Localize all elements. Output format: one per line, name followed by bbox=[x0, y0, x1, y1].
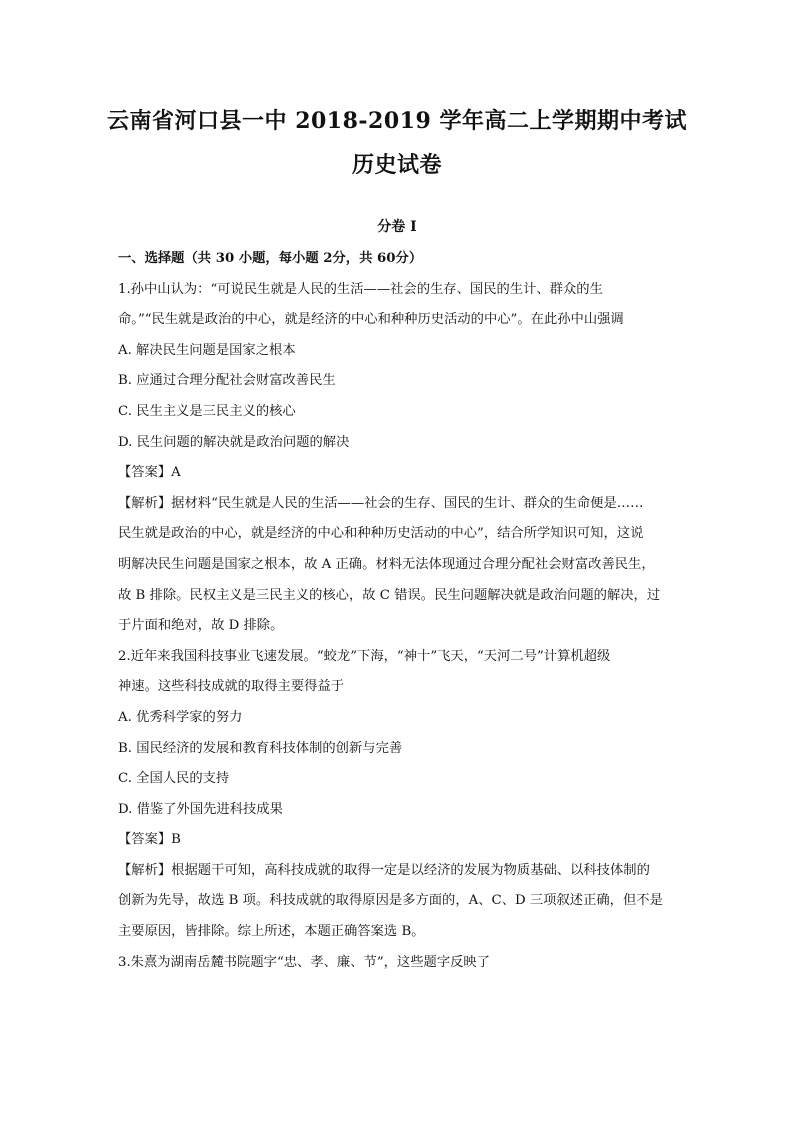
question-1-stem-line-1: 1.孙中山认为：“可说民生就是人民的生活——社会的生存、国民的生计、群众的生 bbox=[118, 281, 603, 297]
section-label: 分卷 I bbox=[377, 219, 417, 235]
question-2-option-a: A. 优秀科学家的努力 bbox=[118, 709, 243, 725]
part-heading: 一、选择题（共 30 小题，每小题 2分，共 60分） bbox=[118, 251, 423, 266]
question-1-analysis-line-2: 民生就是政治的中心，就是经济的中心和种种历史活动的中心”，结合所学知识可知，这说 bbox=[118, 526, 644, 542]
question-2-answer: 【答案】B bbox=[118, 832, 181, 848]
question-1-analysis-line-5: 于片面和绝对，故 D 排除。 bbox=[118, 618, 284, 634]
question-3-stem-line-1: 3.朱熹为湖南岳麓书院题字“忠、孝、廉、节”，这些题字反映了 bbox=[118, 954, 491, 970]
question-2-option-d: D. 借鉴了外国先进科技成果 bbox=[118, 801, 283, 817]
question-1-stem-line-2: 命。”“民生就是政治的中心，就是经济的中心和种种历史活动的中心”。在此孙中山强调 bbox=[118, 312, 624, 328]
question-1-analysis-line-4: 故 B 排除。民权主义是三民主义的核心，故 C 错误。民生问题解决就是政治问题的解决，过 bbox=[118, 587, 661, 603]
question-1-option-a: A. 解决民生问题是国家之根本 bbox=[118, 342, 296, 358]
question-1-analysis-line-1: 【解析】据材料“民生就是人民的生活——社会的生存、国民的生计、群众的生命便是…… bbox=[118, 495, 644, 511]
question-1-analysis-line-3: 明解决民生问题是国家之根本，故 A 正确。材料无法体现通过合理分配社会财富改善民生， bbox=[118, 556, 655, 572]
question-1-option-d: D. 民生问题的解决就是政治问题的解决 bbox=[118, 434, 350, 450]
question-2-option-c: C. 全国人民的支持 bbox=[118, 771, 230, 787]
question-2-analysis-line-2: 创新为先导，故选 B 项。科技成就的取得原因是多方面的，A、C、D 三项叙述正确，但不是 bbox=[118, 893, 663, 909]
question-2-stem-line-2: 神速。这些科技成就的取得主要得益于 bbox=[118, 679, 345, 695]
question-2-stem-line-1: 2.近年来我国科技事业飞速发展。“蛟龙”下海，“神十”飞天，“天河二号”计算机超级 bbox=[118, 648, 611, 664]
question-2-option-b: B. 国民经济的发展和教育科技体制的创新与完善 bbox=[118, 740, 403, 756]
question-1-answer: 【答案】A bbox=[118, 465, 181, 481]
question-2-analysis-line-1: 【解析】根据题干可知，高科技成就的取得一定是以经济的发展为物质基础、以科技体制的 bbox=[118, 862, 650, 878]
question-1-option-c: C. 民生主义是三民主义的核心 bbox=[118, 403, 296, 419]
document-body bbox=[118, 244, 678, 978]
question-2-analysis-line-3: 主要原因，皆排除。综上所述，本题正确答案选 B。 bbox=[118, 924, 425, 940]
document-title: 云南省河口县一中 2018-2019 学年高二上学期期中考试 bbox=[107, 108, 687, 134]
document-subtitle: 历史试卷 bbox=[351, 152, 442, 178]
question-1-option-b: B. 应通过合理分配社会财富改善民生 bbox=[118, 373, 336, 389]
